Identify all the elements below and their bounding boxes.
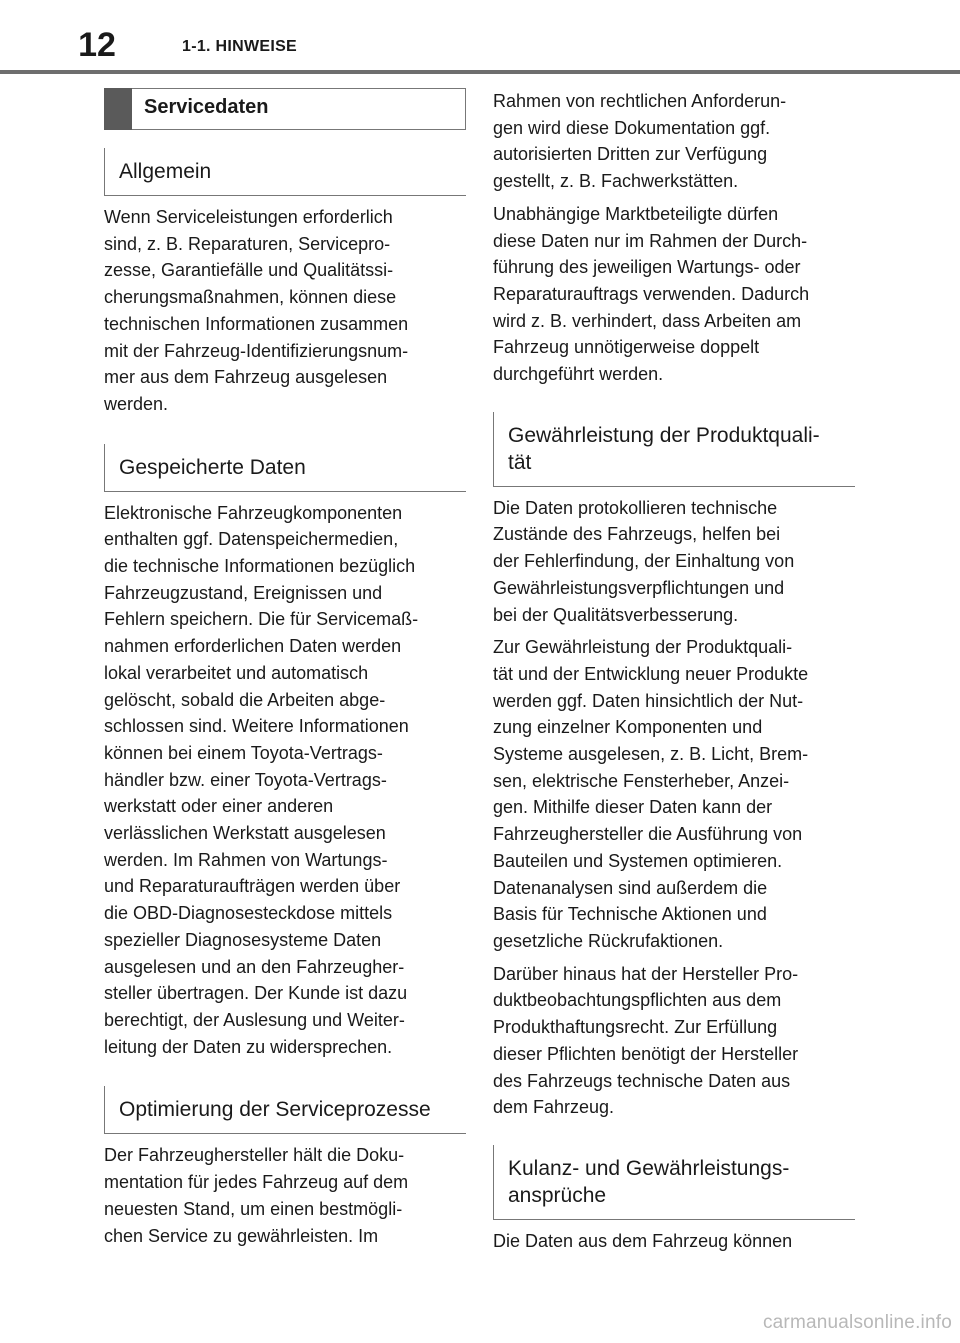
paragraph-allgemein: Wenn Serviceleistungen erforderlich sind, z. B. Reparaturen, Servicepro- zesse, Garantiefälle und Qualitätssi- cherungsmaßnahmen, können diese technischen Informationen zusammen mit der Fahrzeug-Identifizierungsnum- mer aus dem Fahrzeug ausgelesen werden. xyxy=(104,207,409,414)
section-title-bar xyxy=(104,88,132,130)
paragraph-gespeicherte-daten: Elektronische Fahrzeugkomponenten enthalten ggf. Datenspeichermedien, die technische Informationen bezüglich Fahrzeugzustand, Ereignissen und Fehlern speichern. Die für Servicemaß- nahmen erforderlichen Daten werden lokal verarbeitet und automatisch gelöscht, sobald die Arbeiten abge- schlossen sind. Weitere Informationen können bei einem Toyota-Vertrags- händler bzw. einer Toyota-Vertrags- werkstatt oder einer anderen verlässlichen Werkstatt ausgelesen werden. Im Rahmen von Wartungs- und Reparaturaufträgen werden über die OBD-Diagnosesteckdose mittels spezieller Diagnosesysteme Daten ausgelesen und an den Fahrzeugher- steller übertragen. Der Kunde ist dazu berechtigt, der Auslesung und Weiter- leitung der Daten zu widersprechen. xyxy=(104,502,419,1057)
subheading-gewaehrleistung: Gewährleistung der Produktquali- tät xyxy=(493,412,855,487)
paragraph-gewaehrleistung-1: Die Daten protokollieren technische Zustände des Fahrzeugs, helfen bei der Fehlerfindung, der Einhaltung von Gewährleistungsverpflichtungen und bei der Qualitätsverbesserung. xyxy=(493,497,795,625)
subheading-kulanz: Kulanz- und Gewährleistungs- ansprüche xyxy=(493,1145,855,1220)
watermark-text: carmanualsonline.info xyxy=(762,1312,952,1333)
subheading-optimierung: Optimierung der Serviceprozesse xyxy=(104,1086,466,1134)
header-divider xyxy=(0,70,960,74)
paragraph-optimierung: Der Fahrzeughersteller hält die Doku- mentation für jedes Fahrzeug auf dem neuesten Stand, um einen bestmögli- chen Service zu gewährleisten. Im xyxy=(104,1145,409,1246)
section-title: Servicedaten xyxy=(144,96,269,118)
subheading-gespeicherte-daten: Gespeicherte Daten xyxy=(104,444,466,492)
paragraph-gewaehrleistung-2: Zur Gewährleistung der Produktquali- tät und der Entwicklung neuer Produkte werden ggf. Daten hinsichtlich der Nut- zung einzelner Komponenten und Systeme ausgelesen, z. B. Licht, Brem- sen, elektrische Fensterheber, Anzei- gen. Mithilfe dieser Daten kann der Fahrzeughersteller die Ausführung von Bauteilen und Systemen optimieren. Datenanalysen sind außerdem die Basis für Technische Aktionen und gesetzliche Rückrufaktionen. xyxy=(493,637,809,951)
subheading-allgemein: Allgemein xyxy=(104,148,466,196)
page-header xyxy=(0,0,960,78)
chapter-title: 1-1. HINWEISE xyxy=(182,38,298,55)
paragraph-kulanz: Die Daten aus dem Fahrzeug können xyxy=(493,1230,793,1251)
paragraph-continuation: Rahmen von rechtlichen Anforderun- gen wird diese Dokumentation ggf. autorisierten Dritten zur Verfügung gestellt, z. B. Fachwerkstätten. xyxy=(493,91,787,192)
paragraph-gewaehrleistung-3: Darüber hinaus hat der Hersteller Pro- duktbeobachtungspflichten aus dem Produkthaftungsrecht. Zur Erfüllung dieser Pflichten benötigt der Hersteller des Fahrzeugs technische Daten aus dem Fahrzeug. xyxy=(493,963,799,1118)
page-number: 12 xyxy=(78,26,116,64)
right-column xyxy=(493,88,855,1261)
left-column xyxy=(104,88,466,1255)
section-title-box xyxy=(104,88,466,130)
paragraph-marktbeteiligte: Unabhängige Marktbeteiligte dürfen diese Daten nur im Rahmen der Durch- führung des jeweiligen Wartungs- oder Reparaturauftrags verwenden. Dadurch wird z. B. verhindert, dass Arbeiten am Fahrzeug unnötigerweise doppelt durchgeführt werden. xyxy=(493,203,810,385)
